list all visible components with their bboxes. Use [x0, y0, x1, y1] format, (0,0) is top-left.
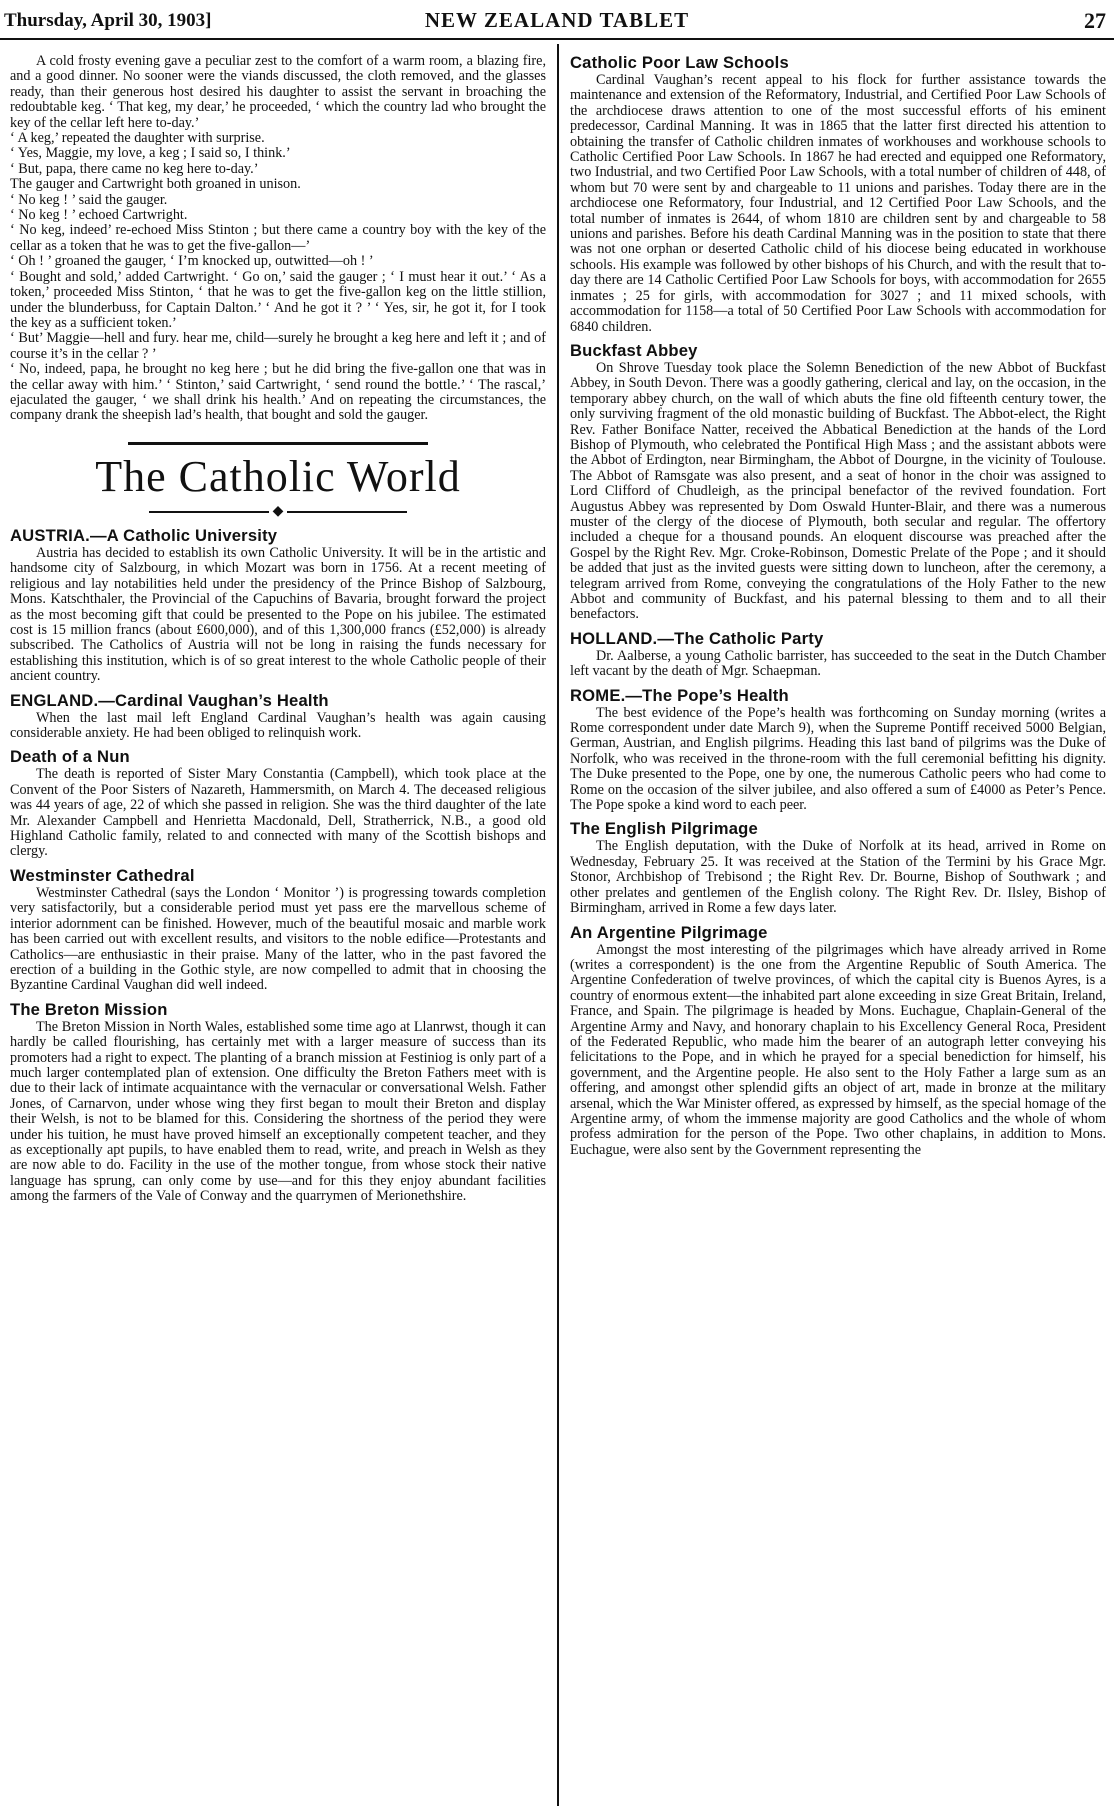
- article-heading: The English Pilgrimage: [570, 819, 758, 839]
- article-breton-mission: [10, 1001, 546, 1205]
- story-paragraph: ‘ But, papa, there came no keg here to-day.’: [10, 160, 259, 177]
- article-heading: AUSTRIA.—A Catholic University: [10, 525, 278, 545]
- story-continuation: [10, 54, 546, 424]
- story-paragraph: ‘ No keg ! ’ said the gauger.: [10, 191, 168, 208]
- article-rome-popes-health: [570, 687, 1106, 814]
- article-english-pilgrimage: [570, 820, 1106, 916]
- ornament-line: [287, 511, 407, 513]
- section-title: The Catholic World: [95, 451, 461, 501]
- article-heading: Buckfast Abbey: [570, 340, 698, 360]
- story-paragraph: The gauger and Cartwright both groaned in unison.: [10, 176, 301, 193]
- article-heading: ENGLAND.—Cardinal Vaughan’s Health: [10, 690, 329, 710]
- article-argentine-pilgrimage: [570, 924, 1106, 1159]
- article-paragraph: Dr. Aalberse, a young Catholic barrister, has succeeded to the seat in the Dutch Chamber left vacant by the death of Mgr. Schaepman.: [570, 647, 1106, 680]
- ornament-line: [149, 511, 269, 513]
- diamond-icon: ◆: [272, 503, 284, 519]
- story-paragraph: ‘ No keg ! ’ echoed Cartwright.: [10, 207, 188, 224]
- article-heading: Westminster Cathedral: [10, 865, 195, 885]
- article-heading: An Argentine Pilgrimage: [570, 922, 768, 942]
- header-date: Thursday, April 30, 1903]: [4, 10, 212, 31]
- article-westminster-cathedral: [10, 867, 546, 994]
- article-paragraph: Cardinal Vaughan’s recent appeal to his flock for further assistance towards the maintenance and extension of the Reformatory, Industrial, and Certified Poor Law Schools of the archdiocese draws attention to one of the most successful efforts of his eminent predecessor, Cardinal Manning. It was in 1865 that the latter first directed his attention to obtaining the transfer of Catholic children inmates of workhouses and workhouse schools to Catholic Certified Poor Law Schools. In 1867 he had erected and equipped one Reformatory, two Industrial, and two Certified Poor Law Schools, with a total number of children of 448, of whom but 70 were sent by and chargeable to 11 unions and parishes. Today there are in the archdiocese one Reformatory, four Industrial, and 12 Certified Poor Law Schools, and the total number of inmates is 2644, of whom 1810 are children sent by and chargeable to 58 unions and parishes. Before his death Cardinal Manning was in the position to state that there was not one orphan or deserted Catholic child of his diocese being educated in workhouse schools. His example was followed by other bishops of his Church, and with the result that to-day there are 14 Catholic Certified Poor Law Schools for boys, with accommodation for 2655 inmates ; 25 for girls, with accommodation for 3027 ; and 11 mixed schools, with accommodation for 1158—a total of 50 Certified Poor Law Schools with accommodation for 6840 children.: [570, 72, 1106, 335]
- article-paragraph: The death is reported of Sister Mary Constantia (Campbell), which took place at the Convent of the Poor Sisters of Nazareth, Hammersmith, on March 4. The deceased religious was 44 years of age, 22 of which she passed in religion. She was the third daughter of the late Mr. Alexander Campbell and Henrietta Macdonald, Dell, Stratherrick, N.B., a good old Highland Catholic family, related to and connected with many of the Scottish bishops and clergy.: [10, 766, 546, 860]
- article-heading: Death of a Nun: [10, 747, 130, 767]
- story-paragraph: ‘ No, indeed, papa, he brought no keg here ; but he did bring the five-gallon one that was in the cellar away with him.’ ‘ Stinton,’ said Cartwright, ‘ send round the bottle.’ ‘ The rascal,’ ejaculated the gauger, ‘ we shall drink his health.’ And on repeating the circumstances, the company drank the sheepish lad’s health, that bought and sold the gauger.: [10, 361, 546, 424]
- section-divider: [128, 442, 428, 445]
- header-page-number: 27: [1084, 8, 1106, 33]
- story-paragraph: ‘ No keg, indeed’ re-echoed Miss Stinton ; but there came a country boy with the key of the cellar as a token that he was to get the five-gallon—’: [10, 222, 546, 254]
- article-paragraph: Westminster Cathedral (says the London ‘ Monitor ’) is progressing towards completion very satisfactorily, but a considerable period must yet pass ere the marvellous scheme of interior adornment can be finished. However, much of the beautiful mosaic and marble work has been carried out with excellent results, and visitors to the noble edifice—Protestants and Catholics—are enthusiastic in their praise. Many of the latter, who in the past favored the erection of a building in the Gothic style, are now compelled to admit that in choosing the Byzantine Cardinal Vaughan did well indeed.: [10, 884, 546, 994]
- article-holland: [570, 630, 1106, 680]
- left-column: [10, 54, 546, 1806]
- article-paragraph: Amongst the most interesting of the pilgrimages which have already arrived in Rome (writes a correspondent) is the one from the Argentine Republic of South America. The Argentine Confederation of twelve provinces, of which the capital city is Buenos Ayres, is a country of enormous extent—the inhabited part alone exceeding in size Great Britain, Ireland, France, and Spain. The pilgrimage is headed by Mons. Euchague, Chaplain-General of the Argentine Army and Navy, and honorary chaplain to his Excellency General Roca, President of the Federated Republic, who made him the bearer of an autograph letter conveying his felicitations to the Pope, and in which he prayed for a special benediction for himself, his government, and the Argentine people. He also sent to the Holy Father a large sum as an offering, and amongst other splendid gifts an object of art, made in bronze at the military arsenal, which the War Minister offered, as expressed by himself, as the special homage of the Argentine army, of whom the immense majority are good Catholics and the whole of whom profess admiration for the person of the Pope. Two other chaplains, in addition to Mons. Euchague, were also sent by the Government representing the: [570, 941, 1106, 1158]
- article-paragraph: The Breton Mission in North Wales, established some time ago at Llanrwst, though it can hardly be called flourishing, has certainly met with a larger measure of success than its promoters had a right to expect. The planting of a branch mission at Festiniog is only part of a much larger contemplated plan of extension. One difficulty the Breton Fathers meet with is due to their lack of intimate acquaintance with the vernacular or conversational Welsh. Father Jones, of Carnarvon, under whose wing they first began to moult their Breton and display their Welsh, is not to be blamed for this. Considering the shortness of the period they were under his tuition, he must have proved himself an exceptionally competent teacher, and they as exceptionally apt pupils, to have enabled them to read, write, and preach in Welsh as they are now able to do. Facility in the use of the mother tongue, from whose stock their native language has sprung, can only come by use—and for this they enjoy abundant facilities among the farmers of the Vale of Conway and the quarrymen of Merionethshire.: [10, 1018, 546, 1205]
- article-paragraph: On Shrove Tuesday took place the Solemn Benediction of the new Abbot of Buckfast Abbey, in South Devon. There was a goodly gathering, clerical and lay, on the occasion, in the temporary abbey church, on the wall of which abuts the fine old fifteenth century tower, the only surviving fragment of the old monastic building of Buckfast. The Abbot-elect, the Right Rev. Father Boniface Natter, received the Abbatical Benediction at the hands of the Lord Bishop of Plymouth, who celebrated the Pontifical High Mass ; and the assistant abbots were the Abbot of Erdington, near Birmingham, the Abbot of Dourgne, in the vicinity of Toulouse. The Abbot of Ramsgate was also present, and a seat of honor in the choir was assigned to Lord Clifford of Chudleigh, as the principal benefactor of the revived foundation. Fort Augustus Abbey was represented by Dom Oswald Hunter-Blair, and there was a numerous muster of the clergy of the diocese of Plymouth, both secular and regular. The offertory included a cheque for a thousand pounds. An eloquent discourse was preached after the Gospel by the Right Rev. Mgr. Croke-Robinson, Domestic Prelate of the Pope ; and it should be added that just as the invited guests were sitting down to luncheon, after the ceremony, a telegram arrived from Rome, conveying the congratulations of the Holy Father to the new Abbot and community of Buckfast, and his paternal blessing to them and to all their benefactors.: [570, 359, 1106, 623]
- article-heading: The Breton Mission: [10, 999, 168, 1019]
- article-england: [10, 692, 546, 742]
- article-heading: Catholic Poor Law Schools: [570, 54, 789, 72]
- article-heading: HOLLAND.—The Catholic Party: [570, 628, 824, 648]
- article-buckfast-abbey: [570, 342, 1106, 623]
- article-paragraph: The best evidence of the Pope’s health was forthcoming on Sunday morning (writes a Rome correspondent under date March 9), when the Supreme Pontiff received 5000 Belgian, German, Austrian, and English pilgrims. Heading this last band of pilgrims was the Duke of Norfolk, who was received in the throne-room with the full ceremonial befitting his dignity. The Duke presented to the Pope, one by one, the numerous Catholic peers who had come to Rome on the occasion of the silver jubilee, and also offered a sum of £4000 as Peter’s Pence. The Pope spoke a kind word to each peer.: [570, 704, 1106, 814]
- story-paragraph: ‘ Bought and sold,’ added Cartwright. ‘ Go on,’ said the gauger ; ‘ I must hear it out.’ ‘ As a token,’ proceeded Miss Stinton, ‘ that he was to get the five-gallon keg on the little stillion, under the blunderbuss, for Captain Dalton.’ ‘ And he got it ? ’ ‘ Yes, sir, he got it, for I took the key as a sufficient token.’: [10, 268, 546, 331]
- right-column: [570, 54, 1106, 1806]
- article-heading: ROME.—The Pope’s Health: [570, 685, 789, 705]
- article-death-of-a-nun: [10, 748, 546, 859]
- article-paragraph: The English deputation, with the Duke of Norfolk at its head, arrived in Rome on Wednesday, February 25. It was received at the Station of the Termini by his Grace Mgr. Stonor, Archbishop of Trebisond ; the Right Rev. Dr. Bourne, Bishop of Southwark ; and other prelates and gentlemen of the English colony. The Right Rev. Dr. Ilsley, Bishop of Birmingham, arrived in Rome a few days later.: [570, 838, 1106, 917]
- article-poor-law-schools: [570, 54, 1106, 335]
- column-divider: [557, 44, 559, 1806]
- article-paragraph: When the last mail left England Cardinal Vaughan’s health was again causing considerable anxiety. He had been obliged to relinquish work.: [10, 709, 546, 742]
- story-paragraph: ‘ A keg,’ repeated the daughter with surprise.: [10, 130, 265, 147]
- story-paragraph: ‘ Oh ! ’ groaned the gauger, ‘ I’m knocked up, outwitted—oh ! ’: [10, 253, 374, 270]
- article-austria: [10, 527, 546, 685]
- header-publication-title: NEW ZEALAND TABLET: [424, 8, 690, 32]
- story-paragraph: ‘ Yes, Maggie, my love, a keg ; I said so, I think.’: [10, 145, 291, 162]
- story-paragraph: ‘ But’ Maggie—hell and fury. hear me, child—surely he brought a keg here and left it ; and of course it’s in the cellar ? ’: [10, 330, 546, 362]
- page-header: [0, 0, 1114, 40]
- title-ornament: [10, 505, 546, 519]
- article-paragraph: Austria has decided to establish its own Catholic University. It will be in the artistic and handsome city of Salzbourg, in which Mozart was born in 1756. At a recent meeting of religious and lay notabilities held under the presidency of the Prince Bishop of Salzbourg, Mons. Katschthaler, the Provincial of the Capuchins of Bavaria, brought forward the project as the most becoming gift that could be presented to the Pope on his jubilee. The estimated cost is 15 million francs (about £600,000), and of this 1,300,000 francs (£52,000) is already subscribed. The Catholics of Austria will not be long in raising the funds necessary for establishing this institution, which is of so great interest to the whole Catholic people of their ancient country.: [10, 544, 546, 685]
- story-paragraph: A cold frosty evening gave a peculiar zest to the comfort of a warm room, a blazing fire, and a good dinner. No sooner were the viands discussed, the cloth removed, and the glasses ready, than their generous host desired his daughter to assist the servant in broaching the redoubtable keg. ‘ That keg, my dear,’ he proceeded, ‘ which the country lad who brought the key of the cellar left here to-day.’: [10, 54, 546, 131]
